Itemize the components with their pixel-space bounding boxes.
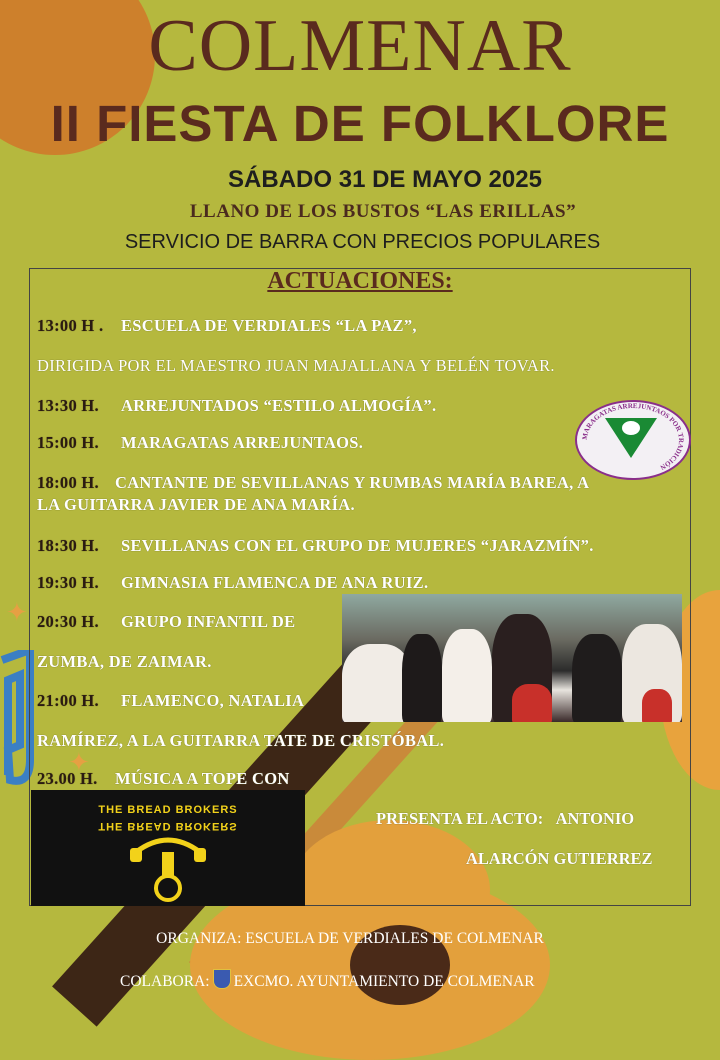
program-line: 13:30 H. ARREJUNTADOS “ESTILO ALMOGÍA”.: [37, 396, 437, 415]
town-title: COLMENAR: [148, 5, 572, 87]
program-line: 15:00 H. MARAGATAS ARREJUNTAOS.: [37, 433, 364, 452]
event-title: II FIESTA DE FOLKLORE: [50, 95, 670, 152]
program-line: 21:00 H. FLAMENCO, NATALIA: [37, 691, 305, 710]
program-line: 20:30 H. GRUPO INFANTIL DE: [37, 612, 296, 631]
presenter-line: PRESENTA EL ACTO: ANTONIO: [376, 809, 635, 828]
program-line: 19:30 H. GIMNASIA FLAMENCA DE ANA RUIZ.: [37, 573, 429, 592]
program-heading: ACTUACIONES:: [267, 268, 453, 294]
star-icon: ✦: [6, 598, 28, 627]
program-line: 13:00 H . ESCUELA DE VERDIALES “LA PAZ”,: [37, 316, 417, 335]
presenter-name: ALARCÓN GUTIERREZ: [466, 849, 653, 868]
collaborator-line: COLABORA: EXCMO. AYUNTAMIENTO DE COLMENAR: [120, 969, 535, 991]
band-name-mirrored: THE BREAD BROKERS: [98, 820, 238, 832]
band-name: THE BREAD BROKERS: [98, 804, 238, 816]
bread-brokers-logo: [31, 790, 305, 906]
organizer-line: ORGANIZA: ESCUELA DE VERDIALES DE COLMENAR: [156, 930, 544, 947]
headphones-figure-icon: [128, 834, 208, 902]
program-line: DIRIGIDA POR EL MAESTRO JUAN MAJALLANA Y BELÉN TOVAR.: [37, 356, 555, 375]
town-shield-icon: [213, 969, 231, 989]
program-line: LA GUITARRA JAVIER DE ANA MARÍA.: [37, 495, 355, 514]
program-line: 18:00 H. CANTANTE DE SEVILLANAS Y RUMBAS MARÍA BAREA, A: [37, 473, 590, 492]
svg-text:MARAGATAS ARREJUNTAOS POR TRAD: MARAGATAS ARREJUNTAOS POR TRADICIÓN: [580, 401, 686, 472]
dancers-photo: [342, 594, 682, 722]
rose-emblem-icon: [622, 421, 640, 435]
star-icon: ✦: [68, 748, 90, 777]
program-line: 23.00 H. MÚSICA A TOPE CON: [37, 769, 290, 788]
event-place: LLANO DE LOS BUSTOS “LAS ERILLAS”: [189, 201, 577, 222]
event-date: SÁBADO 31 DE MAYO 2025: [228, 166, 542, 193]
program-line: RAMÍREZ, A LA GUITARRA TATE DE CRISTÓBAL.: [37, 731, 445, 750]
program-line: 18:30 H. SEVILLANAS CON EL GRUPO DE MUJERES “JARAZMÍN”.: [37, 536, 594, 555]
program-line: ZUMBA, DE ZAIMAR.: [37, 652, 212, 671]
bar-service-note: SERVICIO DE BARRA CON PRECIOS POPULARES: [124, 231, 601, 253]
